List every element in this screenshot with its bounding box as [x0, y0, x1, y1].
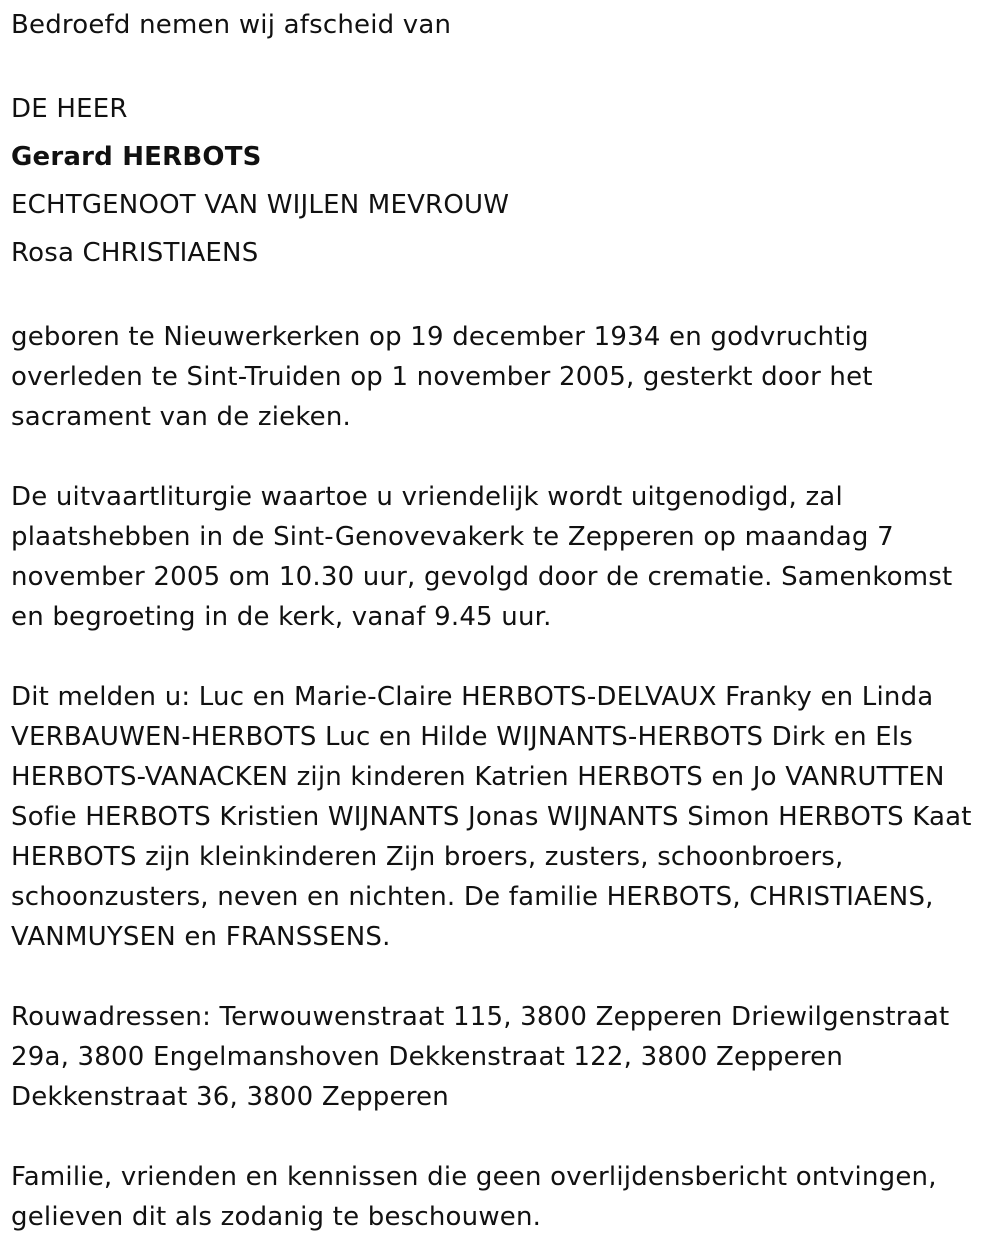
obituary-document: [11, 5, 986, 1237]
birth-death-paragraph: geboren te Nieuwerkerken op 19 december 1934 en godvruchtig overleden te Sint-Truiden op 1 november 2005, gesterkt door het sacrament van de zieken.: [11, 322, 873, 432]
liturgy-paragraph: De uitvaartliturgie waartoe u vriendelijk wordt uitgenodigd, zal plaatshebben in de Sint-Genovevakerk te Zepperen op maandag 7 november 2005 om 10.30 uur, gevolgd door de crematie. Samenkomst en begroeting in de kerk, vanaf 9.45 uur.: [11, 482, 953, 632]
title-prefix: DE HEER: [11, 94, 128, 124]
deceased-name: Gerard HERBOTS: [11, 142, 262, 172]
addresses-paragraph: Rouwadressen: Terwouwenstraat 115, 3800 Zepperen Driewilgenstraat 29a, 3800 Engelmanshoven Dekkenstraat 122, 3800 Zepperen Dekkenstraat 36, 3800 Zepperen: [11, 1002, 950, 1112]
family-paragraph: Dit melden u: Luc en Marie-Claire HERBOTS-DELVAUX Franky en Linda VERBAUWEN-HERBOTS Luc en Hilde WIJNANTS-HERBOTS Dirk en Els HERBOTS-VANACKEN zijn kinderen Katrien HERBOTS en Jo VANRUTTEN Sofie HERBOTS Kristien WIJNANTS Jonas WIJNANTS Simon HERBOTS Kaat HERBOTS zijn kleinkinderen Zijn broers, zusters, schoonbroers, schoonzusters, neven en nichten. De familie HERBOTS, CHRISTIAENS, VANMUYSEN en FRANSSENS.: [11, 682, 972, 952]
closing-paragraph: Familie, vrienden en kennissen die geen overlijdensbericht ontvingen, gelieven dit als zodanig te beschouwen.: [11, 1162, 937, 1232]
spouse-prefix: ECHTGENOOT VAN WIJLEN MEVROUW: [11, 190, 510, 220]
intro-line: Bedroefd nemen wij afscheid van: [11, 10, 452, 40]
spouse-name: Rosa CHRISTIAENS: [11, 238, 259, 268]
